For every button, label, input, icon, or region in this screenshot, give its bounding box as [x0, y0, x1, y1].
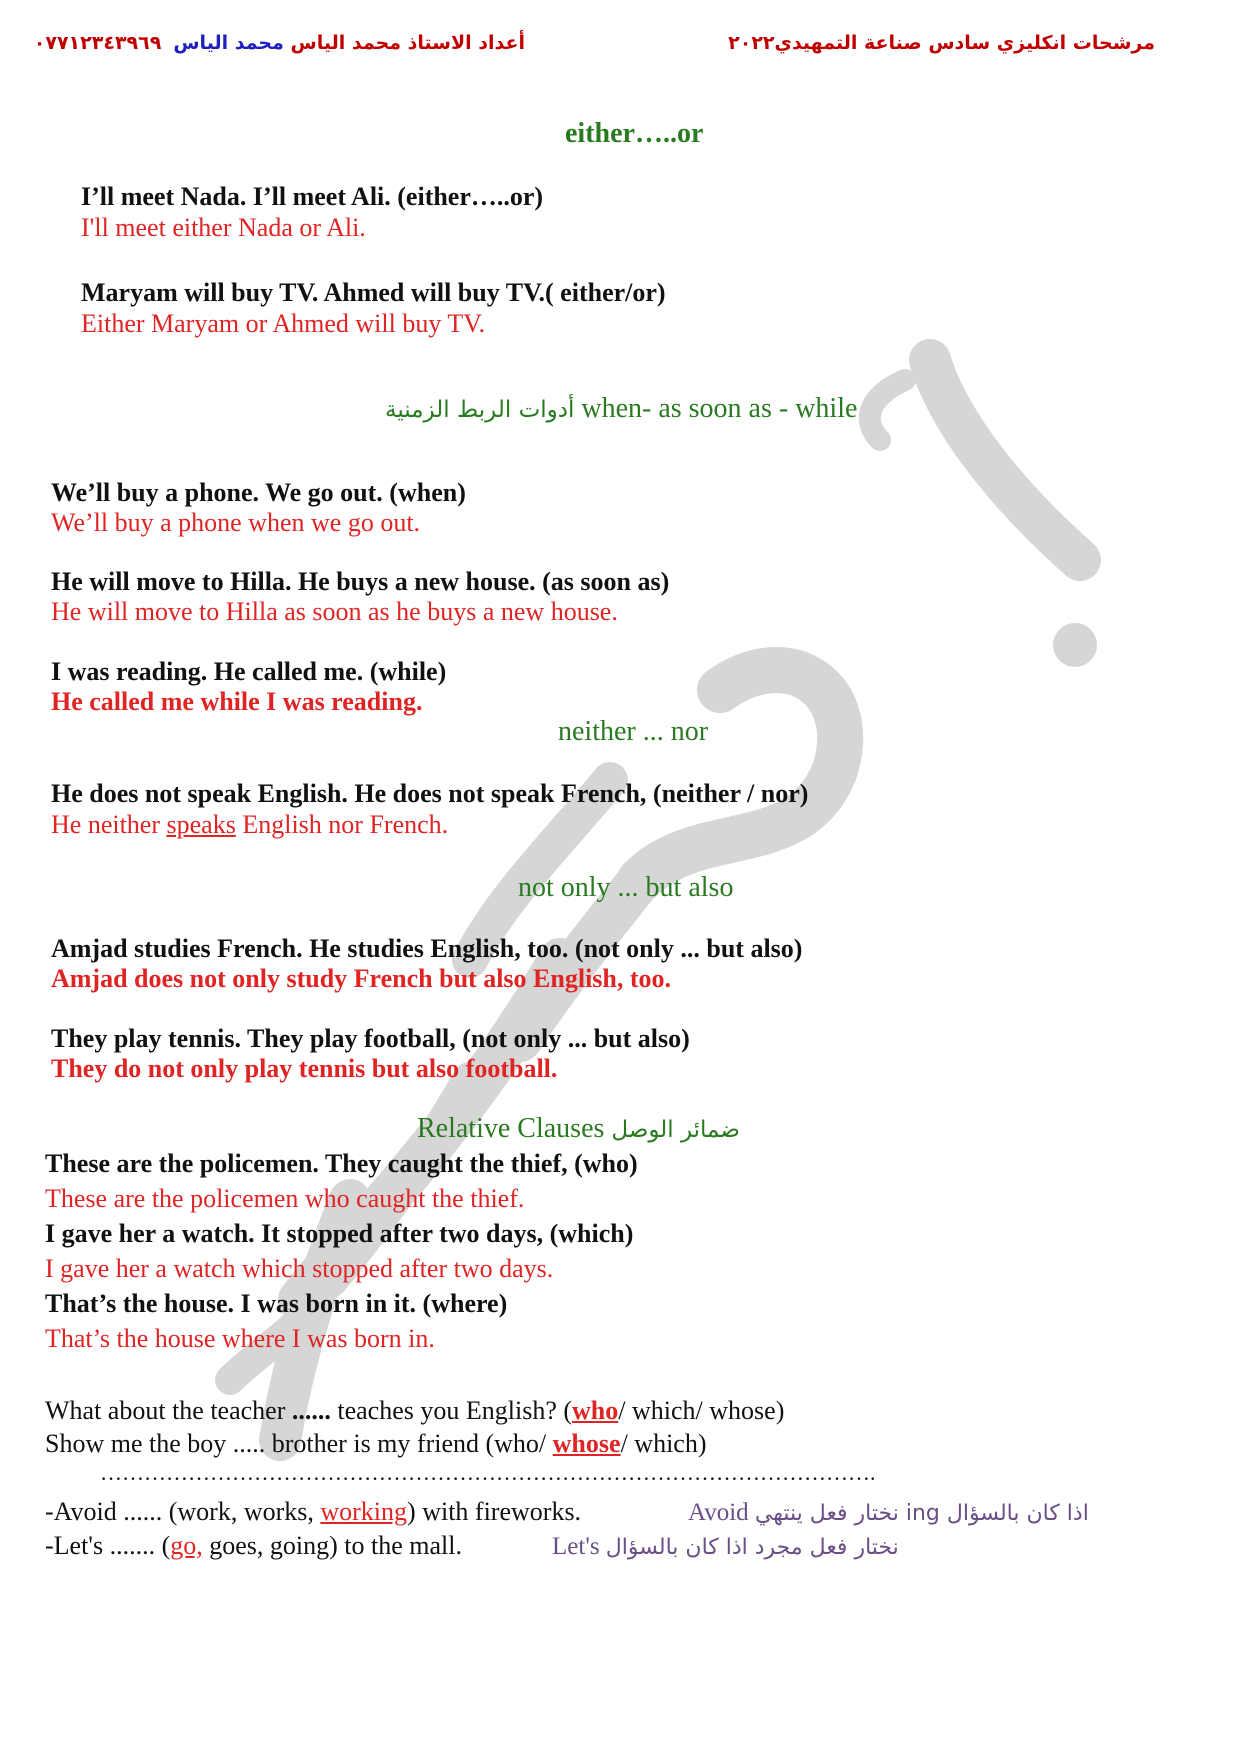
section-title-relative-en: Relative Clauses: [417, 1113, 605, 1144]
section-title-time-connectors: [385, 393, 857, 425]
header-title-highlight: التمهيدي: [774, 32, 858, 54]
answer-11: That’s the house where I was born in.: [45, 1324, 435, 1353]
header-title-prefix: مرشحات انكليزي سادس صناعة: [857, 32, 1155, 54]
section-title-not-only: not only ... but also: [518, 872, 734, 903]
answer-6-start: He neither: [51, 810, 167, 839]
answer-1: I'll meet either Nada or Ali.: [81, 213, 366, 242]
choice-1-middle: teaches you English? (: [330, 1396, 573, 1425]
header-year: ٢٠٢٢: [728, 32, 775, 54]
header-author-name: محمد الياس: [173, 32, 284, 54]
answer-6-end: English nor French.: [235, 810, 449, 839]
section-title-time-ar: أدوات الربط الزمنية: [385, 397, 575, 423]
section-title-either-or: either…..or: [565, 118, 704, 149]
choice-1: [45, 1396, 784, 1426]
question-5: I was reading. He called me. (while): [51, 657, 447, 686]
choice-3-answer: working: [320, 1497, 408, 1526]
answer-2: Either Maryam or Ahmed will buy TV.: [81, 309, 486, 338]
question-11: That’s the house. I was born in it. (where): [45, 1289, 508, 1318]
answer-3: We’ll buy a phone when we go out.: [51, 508, 421, 537]
choice-4-note-en: Let's: [552, 1533, 600, 1560]
choice-2-start: Show me the boy ..... brother is my friend (who/: [45, 1429, 553, 1458]
dotted-separator: …………………………………………………………………………………………….: [100, 1460, 876, 1485]
choice-1-end: / which/ whose): [618, 1396, 785, 1425]
answer-8: They do not only play tennis but also football.: [51, 1054, 558, 1083]
section-title-relative-ar: ضمائر الوصل: [611, 1117, 740, 1143]
choice-4-answer: go,: [170, 1531, 203, 1560]
question-1: I’ll meet Nada. I’ll meet Ali. (either…..or): [81, 182, 544, 211]
answer-4: He will move to Hilla as soon as he buys a new house.: [51, 597, 618, 626]
choice-3-note: [688, 1499, 1089, 1527]
choice-4-note-ar: نختار فعل مجرد اذا كان بالسؤال: [605, 1535, 899, 1560]
choice-4-start: -Let's ....... (: [45, 1531, 171, 1560]
question-9: These are the policemen. They caught the thief, (who): [45, 1149, 638, 1178]
answer-6-underlined: speaks: [166, 810, 236, 839]
header-author: [34, 32, 525, 54]
choice-1-answer: who: [572, 1396, 619, 1425]
section-title-time-en: when- as soon as - while: [581, 393, 858, 424]
choice-2: [45, 1429, 706, 1459]
choice-3: [45, 1497, 581, 1527]
question-2: Maryam will buy TV. Ahmed will buy TV.( either/or): [81, 278, 666, 307]
section-title-relative-clauses: [417, 1113, 740, 1145]
header-author-label: أعداد الاستاذ محمد الياس: [283, 32, 525, 54]
choice-1-start: What about the teacher: [45, 1396, 292, 1425]
header-phone: ٠٧٧١٢٣٤٣٩٦٩: [33, 32, 162, 54]
answer-5: He called me while I was reading.: [51, 687, 423, 716]
choice-3-start: -Avoid ...... (work, works,: [45, 1497, 321, 1526]
header-course-title: [728, 32, 1155, 54]
question-3: We’ll buy a phone. We go out. (when): [51, 478, 466, 507]
question-7: Amjad studies French. He studies English, too. (not only ... but also): [51, 934, 803, 963]
question-4: He will move to Hilla. He buys a new house. (as soon as): [51, 567, 670, 596]
choice-4-note: [552, 1533, 899, 1561]
question-10: I gave her a watch. It stopped after two days, (which): [45, 1219, 634, 1248]
choice-3-note-ar: نختار فعل ينتهي ing اذا كان بالسؤال: [754, 1501, 1089, 1526]
answer-10: I gave her a watch which stopped after two days.: [45, 1254, 554, 1283]
choice-2-end: / which): [620, 1429, 707, 1458]
answer-6: [51, 810, 448, 840]
choice-3-note-en: Avoid: [688, 1499, 749, 1526]
answer-9: These are the policemen who caught the thief.: [45, 1184, 525, 1213]
choice-4-end: goes, going) to the mall.: [202, 1531, 463, 1560]
question-8: They play tennis. They play football, (not only ... but also): [51, 1024, 690, 1053]
choice-2-answer: whose: [552, 1429, 621, 1458]
section-title-neither-nor: neither ... nor: [558, 716, 709, 747]
choice-1-blank: ......: [291, 1396, 331, 1425]
choice-4: [45, 1531, 462, 1561]
choice-3-end: ) with fireworks.: [407, 1497, 582, 1526]
answer-7: Amjad does not only study French but also English, too.: [51, 964, 672, 993]
question-6: He does not speak English. He does not speak French, (neither / nor): [51, 779, 809, 808]
